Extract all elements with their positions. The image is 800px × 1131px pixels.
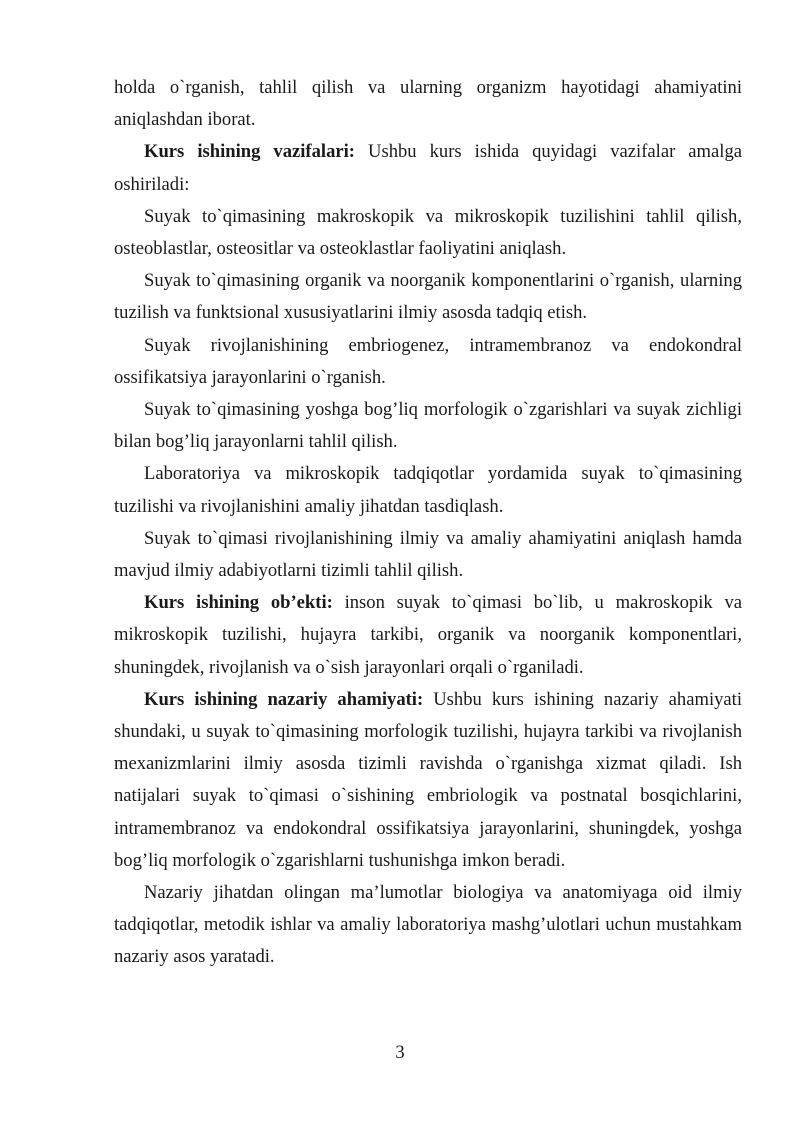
paragraph-6 [114,394,742,458]
paragraph-6-text: Suyak to`qimasining yoshga bog’liq morfologik o`zgarishlari va suyak zichligi bilan bog’liq jarayonlarni tahlil qilish. [114,399,742,453]
paragraph-7 [114,458,742,522]
paragraph-11-text: Nazariy jihatdan olingan ma’lumotlar biologiya va anatomiyaga oid ilmiy tadqiqotlar, metodik ishlar va amaliy laboratoriya mashg’ulotlari uchun mustahkam nazariy asos yaratadi. [114,882,742,968]
paragraph-2-lead: Kurs ishining vazifalari: [144,141,355,163]
paragraph-4 [114,265,742,329]
paragraph-10-lead: Kurs ishining nazariy ahamiyati: [144,688,424,710]
paragraph-11 [114,877,742,974]
paragraph-7-text: Laboratoriya va mikroskopik tadqiqotlar yordamida suyak to`qimasining tuzilishi va rivojlanishini amaliy jihatdan tasdiqlash. [114,463,742,517]
paragraph-10 [114,684,742,877]
page-number: 3 [395,1042,405,1063]
paragraph-8 [114,523,742,587]
paragraph-3-text: Suyak to`qimasining makroskopik va mikroskopik tuzilishini tahlil qilish, osteoblastlar, osteositlar va osteoklastlar faoliyatini aniqlash. [114,205,742,260]
paragraph-1-text: holda o`rganish, tahlil qilish va ularning organizm hayotidagi ahamiyatini aniqlashdan iborat. [114,77,742,131]
paragraph-8-text: Suyak to`qimasi rivojlanishining ilmiy va amaliy ahamiyatini aniqlash hamda mavjud ilmiy adabiyotlarni tizimli tahlil qilish. [114,527,742,582]
paragraph-5-text: Suyak rivojlanishining embriogenez, intramembranoz va endokondral ossifikatsiya jarayonlarini o`rganish. [114,334,742,388]
paragraph-4-text: Suyak to`qimasining organik va noorganik komponentlarini o`rganish, ularning tuzilish va funktsional xususiyatlarini ilmiy asosda tadqiq etish. [114,270,742,324]
paragraph-9-text: inson suyak to`qimasi bo`lib, u makroskopik va mikroskopik tuzilishi, hujayra tarkibi, organik va noorganik komponentlari, shuningdek, rivojlanish va o`sish jarayonlari orqali o`rganiladi. [114,592,742,678]
paragraph-9-lead: Kurs ishining ob’ekti: [144,592,333,614]
paragraph-1 [114,72,742,136]
paragraph-3 [114,201,742,265]
paragraph-9 [114,587,742,684]
page-body [114,72,742,974]
paragraph-2 [114,136,742,200]
paragraph-2-text: Ushbu kurs ishida quyidagi vazifalar amalga oshiriladi: [114,141,742,195]
paragraph-10-text: Ushbu kurs ishining nazariy ahamiyati shundaki, u suyak to`qimasining morfologik tuzilishi, hujayra tarkibi va rivojlanish mexanizmlarini ilmiy asosda tizimli ravishda o`rganishga xizmat qiladi. Ish natijalari suyak to`qimasi o`sishining embriologik va postnatal bosqichlarini, intramembranoz va endokondral ossifikatsiya jarayonlarini, shuningdek, yoshga bog’liq morfologik o`zgarishlarni tushunishga imkon beradi. [114,688,742,871]
paragraph-5 [114,330,742,394]
